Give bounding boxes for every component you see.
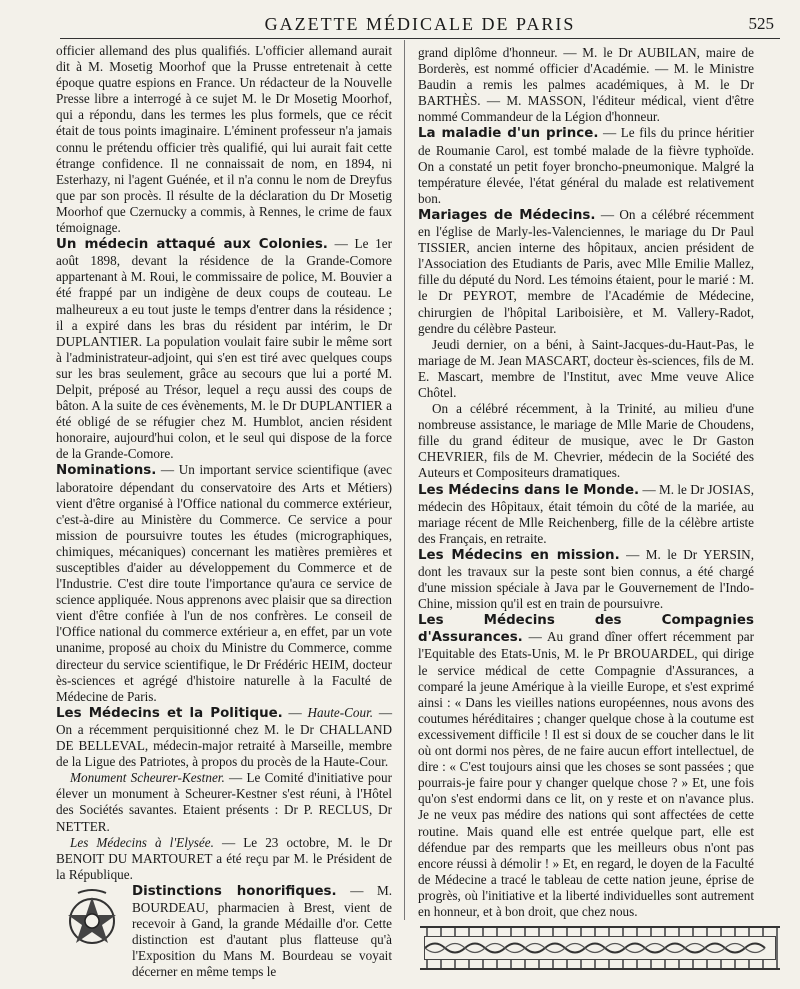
page-header [60, 12, 780, 39]
mariages-paragraph: Jeudi dernier, on a béni, à Saint-Jacques-du-Haut-Pas, le mariage de M. Jean MASCART, docteur ès-sciences, fils de M. E. Mascart, membre de l'Institut, avec Mme veuve Alice Chôtel. [418, 336, 754, 400]
section-heading: Les Médecins des Compagnies d'Assurances. [418, 613, 754, 646]
section-heading: Nominations. [56, 463, 157, 479]
page-number: 525 [748, 14, 774, 33]
section-heading: Les Médecins dans le Monde. [418, 482, 640, 498]
section-colonies [56, 236, 392, 462]
section-text: — Au grand dîner offert récemment par l'Equitable des Etats-Unis, M. le Pr BROUARDEL, qui dirige le service médical de cette Compagnie d'Assurances, a comparé la jeune Amérique à la vieille Europe, et s'est exprimé ainsi : « Dans les vieilles nations européennes, nous avons des coutumes héréditaires ; changer quelque chose à la coutume est excessivement difficile ! Il est si doux de se coucher dans le lit où ont dormi nos pères, de ne faire aucun effort intellectuel, de dire : « C'est toujours ainsi que les choses se sont passées ; que pourrais-je faire pour y changer quelque chose ? » Et, une fois qu'on s'est endormi dans ce lit, on y reste et on n'avance plus. Je ne veux pas médire des nations qui sont affectées de cette routine. Mais quand elle est entrée quelque part, elle est défendue par des remparts que les meilleurs obus n'ont pas encore réussi à démolir ! » Et, en regard, le doyen de la Faculté de Médecine a tracé le tableau de cette nation jeune, éprise de progrès, où l'initiative et la liberté individuelles sont autrement en honneur, et à bon droit, que chez nous. [418, 629, 754, 919]
left-column [56, 43, 392, 980]
section-heading: Distinctions honorifiques. [132, 883, 337, 899]
section-prince [418, 125, 754, 206]
medal-icon [58, 885, 126, 953]
column-divider [404, 40, 405, 920]
section-text: — M. le Dr YERSIN, dont les travaux sur la peste sont bien connus, a été chargé d'une mission spéciale à Java par le Gouvernement de l'Indo-Chine, mission qu'il est en train de poursuivre. [418, 546, 754, 612]
ornament-border [420, 926, 780, 970]
section-scheurer [56, 770, 392, 834]
section-text: — M. le Dr JOSIAS, médecin des Hôpitaux, était témoin du côté de la mariée, au mariage récent de Mlle Reichenberg, fille de la célèbre artiste des Français, en retraite. [418, 481, 754, 546]
section-text: — Un important service scientifique (avec laboratoire dépendant du conservatoire des Arts et Métiers) vient d'être organisé à l'Office national du commerce extérieur, c'est-à-dire au Ministère du Commerce. Ce service a pour mission de poursuivre toutes les études (micrographiques, chimiques, mécaniques) concernant les matières premières et susceptibles d'aider au développement du Commerce et de l'Industrie. C'est dire toute l'importance qu'aura ce service de science appliquée. Nous apprenons avec plaisir que sa direction vient d'être confiée à l'un de nos confrères. Le conseil de l'Office national du commerce extérieur a, en effet, par un vote unanime, proposé au choix du Ministre du Commerce, comme directeur du service scientifique, le Dr Frédéric HEIM, docteur ès-sciences et agrégé d'histoire naturelle à la Faculté de Médecine de Paris. [56, 462, 392, 704]
right-column [418, 45, 754, 920]
item-text: — Le Comité d'initiative pour élever un monument à Scheurer-Kestner s'est réuni, à l'Hôtel des Sociétés savantes. Etaient présents : Dr P. RECLUS, Dr NETTER. [56, 770, 392, 834]
distinctions-paragraph [132, 883, 392, 981]
section-text: — Le fils du prince héritier de Roumanie Carol, est tombé malade de la fièvre typhoïde. On a constaté un petit foyer broncho-pneumonique. Malgré la température élevée, l'état général du malade est relativement bon. [418, 125, 754, 206]
section-heading: La maladie d'un prince. [418, 126, 599, 142]
section-text: — Le 1er août 1898, devant la résidence de la Grande-Comore appartenant à M. Roui, le commissaire de police, M. Bouvier a été frappé par un indigène de deux coups de couteau. Le malheureux a eu tout juste le temps d'entrer dans la résidence ; il a expiré dans les bras du résident par intérim, le Dr DUPLANTIER. La population voulait faire subir le même sort à l'administrateur-adjoint, qui s'en est tiré avec quelques coups sur les bras seulement, grâce au secours que lui a porté M. Delpit, préposé au Trésor, lequel a reçu aussi des coups de bâton. A la suite de ces évènements, M. le Dr DUPLANTIER a été obligé de se réfugier chez M. Humblot, ancien résident honoraire, aujourd'hui colon, et le seul qui dispose de la force de la Grande-Comore. [56, 236, 392, 462]
section-politique: Les Médecins et la Politique. — Haute-Cour. — On a récemment perquisitionné chez M. le Dr CHALLAND DE BELLEVAL, médecin-major retraité à Marseille, membre de la Ligue des Patriotes, à propos du procès de la Haute-Cour. [56, 704, 393, 770]
section-mission [418, 547, 754, 612]
section-monde [418, 482, 754, 547]
ornament-inner [424, 936, 776, 960]
section-heading: Les Médecins et la Politique. [56, 705, 283, 721]
section-distinctions [56, 883, 392, 981]
item-heading: Monument Scheurer-Kestner. [70, 770, 225, 786]
section-heading: Un médecin attaqué aux Colonies. [56, 237, 328, 253]
section-assurances [418, 612, 754, 920]
section-text: — M. BOURDEAU, pharmacien à Brest, vient de recevoir à Gand, la grande Médaille d'or. Cette distinction est d'autant plus flatteuse qu'à l'Exposition du Mans M. Bourdeau se voyait décerner en même temps le [132, 882, 392, 980]
ornament-pattern-icon [425, 937, 775, 959]
section-mariages [418, 207, 754, 337]
section-heading: Mariages de Médecins. [418, 207, 596, 223]
item-text: — Le 23 octobre, M. le Dr BENOIT DU MARTOURET a été reçu par M. le Président de la République. [56, 834, 392, 882]
section-text: — On a récemment perquisitionné chez M. le Dr CHALLAND DE BELLEVAL, médecin-major retraité à Marseille, membre de la Ligue des Patriotes, à propos du procès de la Haute-Cour. [56, 704, 393, 770]
intro-paragraph: officier allemand des plus qualifiés. L'officier allemand aurait dit à M. Mosetig Moorhof que la Prusse entretenait à cette époque quatre espions en France. Un rédacteur de la Nouvelle Presse libre a interrogé à ce sujet M. le Dr Mosetig Moorhof, qui a répondu, dans les termes les plus formels, que ce récit était de tous points imaginaire. L'éminent professeur n'a jamais connu le prétendu officier très qualifié, qui lui aurait fait cette étrange confidence. Il ne connaissait de nom, en 1894, ni Esterhazy, ni l'agent Guénée, et il n'a connu le nom de Dreyfus que par son procès. Il résulte de la déclaration du Dr Mosetig Moorhof que Czernucky a commis, à Rennes, le crime de faux témoignage. [56, 43, 392, 236]
section-text: — On a célébré récemment en l'église de Marly-les-Valenciennes, le mariage du Dr Paul TISSIER, ancien interne des hôpitaux, ancien président de l'Association des Etudiants de Paris, avec Mlle Emilie Mallez, fille du député du Nord. Les témoins étaient, pour le marié : M. le Dr PEYROT, membre de l'Académie de Médecine, chirurgien de l'hôpital Lariboisière, et M. Vallery-Radot, gendre du célèbre Pasteur. [418, 206, 754, 336]
section-elysee [56, 835, 392, 883]
section-subheading: Haute-Cour. [307, 704, 374, 720]
journal-title: GAZETTE MÉDICALE DE PARIS [264, 14, 576, 34]
section-nominations [56, 462, 392, 704]
mariages-paragraph: On a célébré récemment, à la Trinité, au milieu d'une nombreuse assistance, le mariage de Mlle Marie de Choudens, fille du grand éditeur de musique, avec le Dr Gaston CHEVRIER, fils de M. Chevrier, médecin de la Société des Auteurs et Compositeurs dramatiques. [418, 401, 754, 481]
section-heading: Les Médecins en mission. [418, 547, 620, 563]
item-heading: Les Médecins à l'Elysée. [70, 834, 214, 850]
intro-paragraph: grand diplôme d'honneur. — M. le Dr AUBILAN, maire de Borderès, est nommé officier d'Académie. — M. le Ministre Baudin a remis les palmes académiques, à M. le Dr BARTHÈS. — M. MASSON, l'éditeur médical, vient d'être nommé Commandeur de la Légion d'honneur. [418, 45, 754, 125]
